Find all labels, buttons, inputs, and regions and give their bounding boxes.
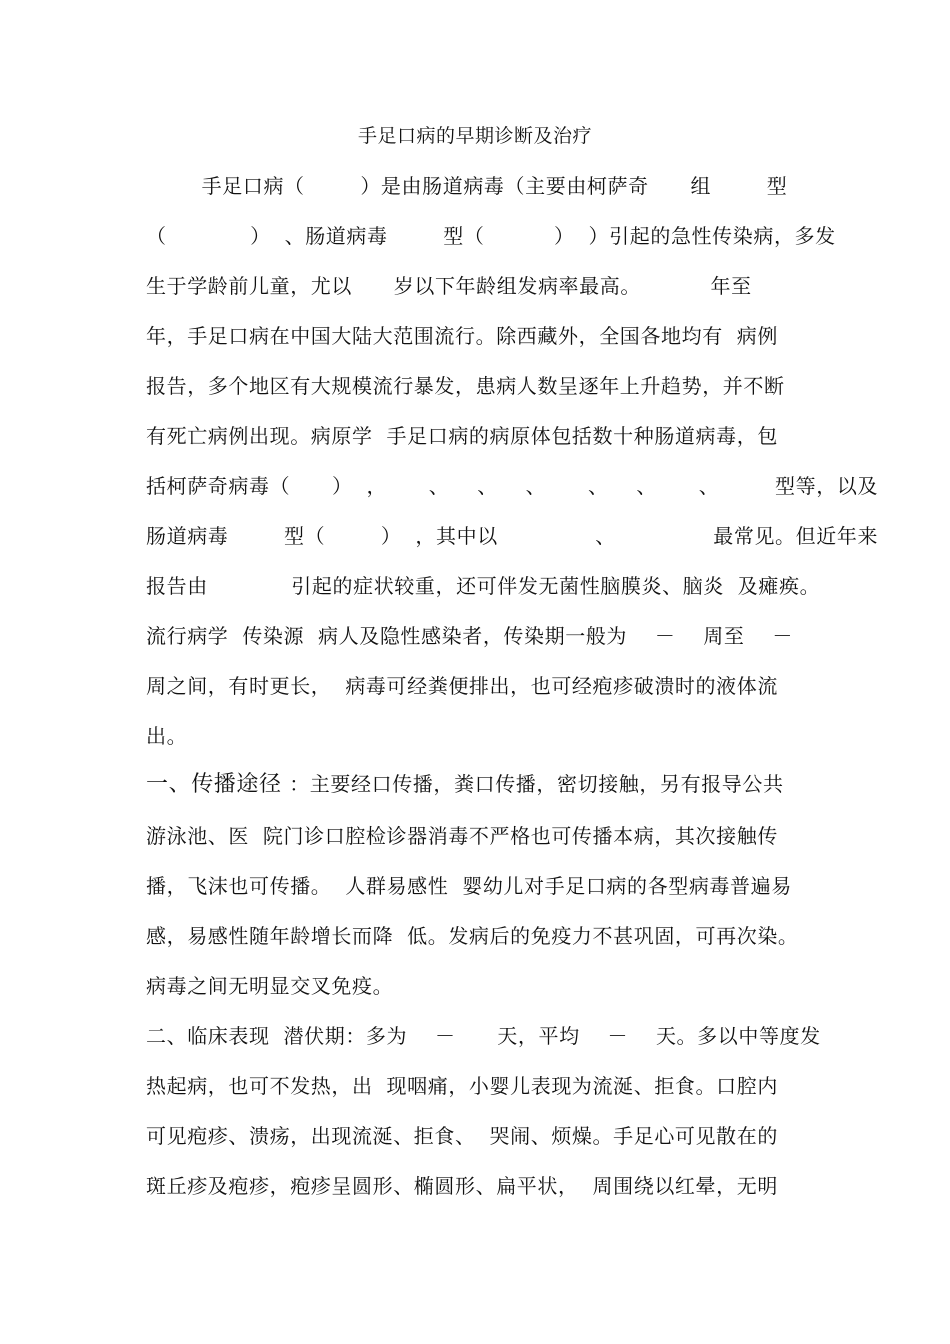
text-line-17: 病毒之间无明显交叉免疫。: [146, 974, 394, 998]
text-line-9: 报告由 引起的症状较重，还可伴发无菌性脑膜炎、脑炎 及瘫痪。: [146, 574, 821, 598]
text-line-14: 游泳池、医 院门诊口腔检诊器消毒不严格也可传播本病，其次接触传: [146, 824, 778, 848]
section-one-line: [146, 772, 784, 797]
text-line-19: 热起病，也可不发热，出 现咽痛，小婴儿表现为流涎、拒食。口腔内: [146, 1074, 778, 1098]
text-line-3: 生于学龄前儿童，尤以 岁以下年龄组发病率最高。 年至: [146, 274, 752, 298]
text-line-18: 二、临床表现 潜伏期：多为 － 天，平均 － 天。多以中等度发: [146, 1024, 821, 1048]
text-line-6: 有死亡病例出现。病原学 手足口病的病原体包括数十种肠道病毒，包: [146, 424, 778, 448]
text-line-1: 手足口病（ ）是由肠道病毒（主要由柯萨奇 组 型: [146, 174, 788, 198]
text-line-15: 播，飞沫也可传播。 人群易感性 婴幼儿对手足口病的各型病毒普遍易: [146, 874, 792, 898]
text-line-20: 可见疱疹、溃疡，出现流涎、拒食、 哭闹、烦燥。手足心可见散在的: [146, 1124, 778, 1148]
text-line-8: 肠道病毒 型（ ） ，其中以 、 最常见。但近年来: [146, 524, 879, 548]
text-line-4: 年，手足口病在中国大陆大范围流行。除西藏外，全国各地均有 病例: [146, 324, 778, 348]
text-line-12: 出。: [146, 724, 188, 748]
text-line-2: （ ） 、肠道病毒 型（ ） ）引起的急性传染病，多发: [146, 224, 836, 248]
section-one-heading: 一、传播途径: [146, 772, 290, 797]
text-line-5: 报告，多个地区有大规模流行暴发，患病人数呈逐年上升趋势，并不断: [146, 374, 785, 398]
text-line-10: 流行病学 传染源 病人及隐性感染者，传染期一般为 － 周至 －: [146, 624, 793, 648]
section-one-text: ：主要经口传播，粪口传播，密切接触，另有报导公共: [289, 772, 784, 796]
document-title: 手足口病的早期诊断及治疗: [357, 125, 592, 147]
text-line-7: 括柯萨奇病毒（ ） ， 、 、 、 、 、 、 型等，以及: [146, 474, 879, 498]
text-line-16: 感，易感性随年龄增长而降 低。发病后的免疫力不甚巩固，可再次染。: [146, 924, 799, 948]
text-line-21: 斑丘疹及疱疹，疱疹呈圆形、椭圆形、扁平状， 周围绕以红晕，无明: [146, 1174, 778, 1198]
text-line-11: 周之间，有时更长， 病毒可经粪便排出，也可经疱疹破溃时的液体流: [146, 674, 778, 698]
